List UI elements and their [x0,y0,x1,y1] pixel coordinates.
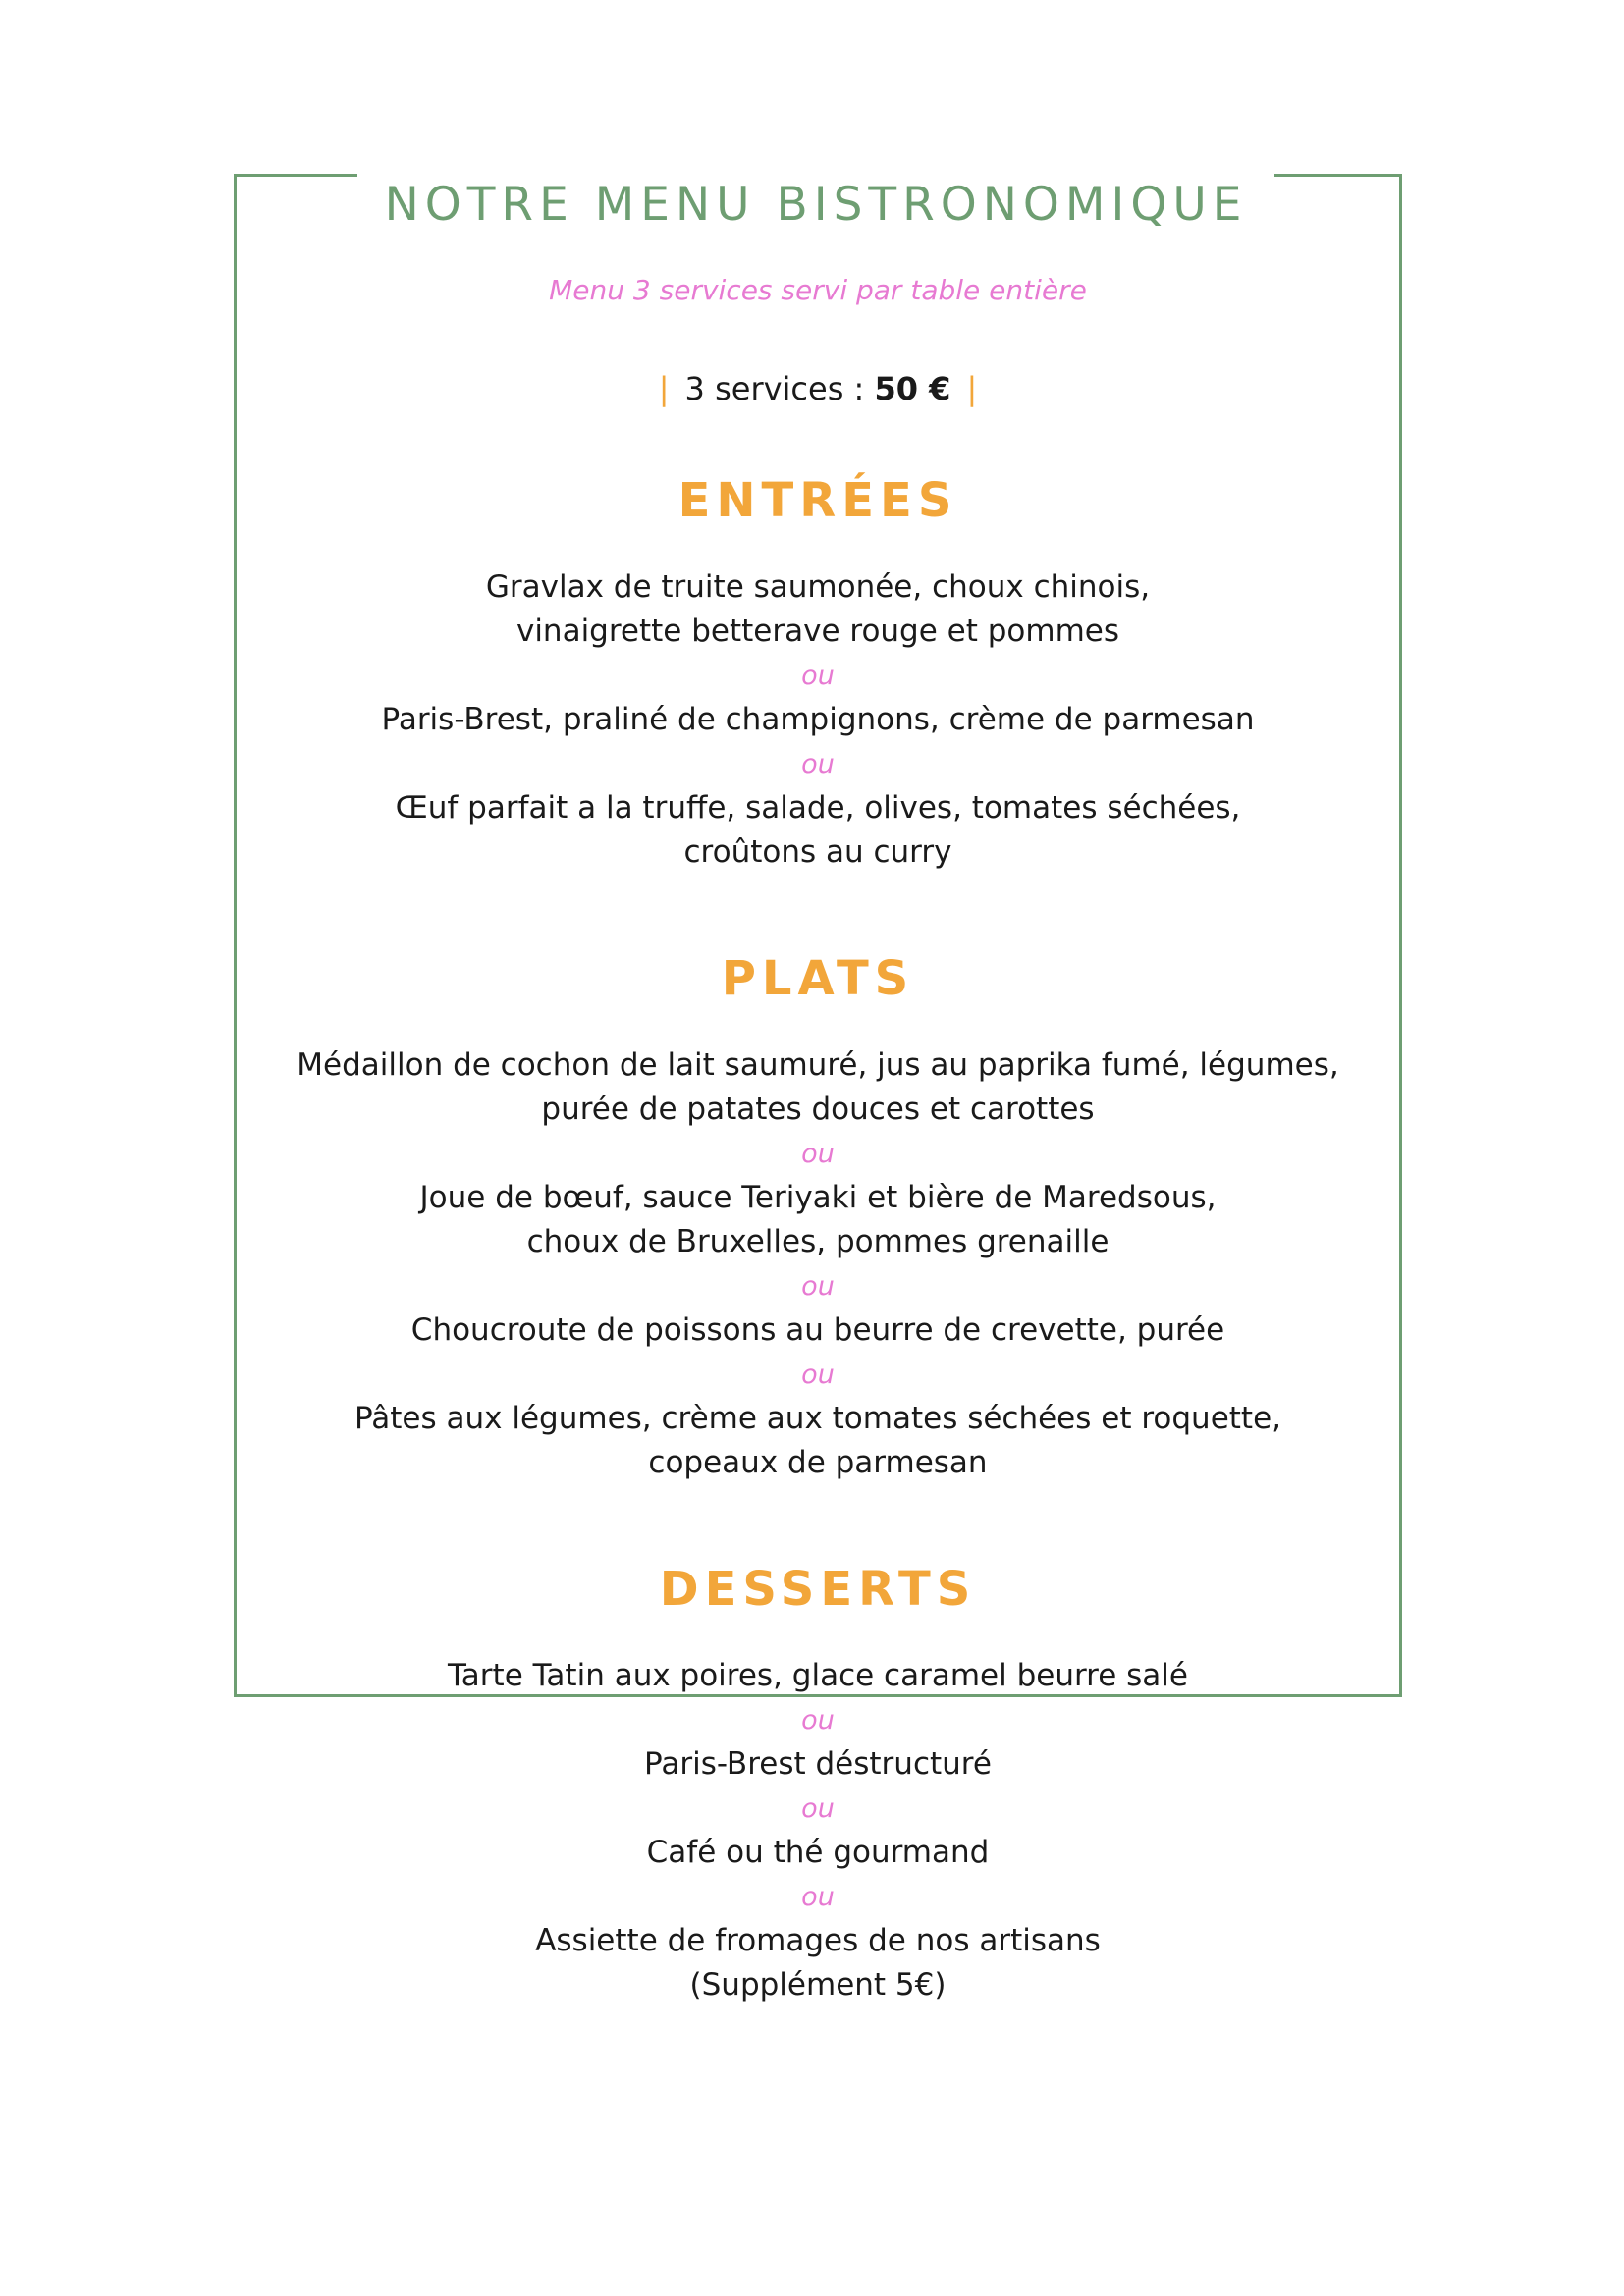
frame-top-left-line [234,174,357,177]
dish-item [234,1831,1402,1875]
section-title-desserts: DESSERTS [659,1562,977,1617]
menu-content [234,265,1402,2007]
dish-line: Paris-Brest déstructuré [644,1746,992,1782]
dish-line: Tarte Tatin aux poires, glace caramel beurre salé [448,1658,1188,1693]
dish-line: choux de Bruxelles, pommes grenaille [526,1224,1110,1259]
menu-subtitle: Menu 3 services servi par table entière [549,274,1087,306]
dish-line: Joue de bœuf, sauce Teriyaki et bière de Maredsous, [419,1180,1217,1215]
dish-item [234,1654,1402,1698]
or-separator: ou [801,1793,835,1824]
dish-line: vinaigrette betterave rouge et pommes [515,614,1120,649]
section-title-plats: PLATS [721,951,915,1006]
section-items-plats [234,1043,1402,1485]
dish-item [234,1397,1402,1485]
price-amount: 50 € [874,370,951,407]
dish-line: copeaux de parmesan [648,1445,988,1480]
or-separator: ou [801,749,835,779]
price-bar-right: | [966,370,978,407]
or-separator: ou [801,1360,835,1390]
dish-line: purée de patates douces et carottes [541,1092,1095,1127]
dish-line: Médaillon de cochon de lait saumuré, jus au paprika fumé, légumes, [297,1047,1339,1083]
dish-line: Œuf parfait a la truffe, salade, olives, tomates séchées, [395,790,1241,826]
or-separator: ou [801,1271,835,1302]
or-separator: ou [801,1139,835,1169]
dish-line: croûtons au curry [683,834,952,870]
or-separator: ou [801,1882,835,1912]
or-separator: ou [801,661,835,691]
or-separator: ou [801,1705,835,1735]
dish-line: Assiette de fromages de nos artisans [535,1923,1101,1958]
dish-line: Paris-Brest, praliné de champignons, crème de parmesan [381,702,1255,737]
dish-item [234,698,1402,742]
dish-item [234,565,1402,654]
price-label: 3 services : [684,370,875,407]
dish-item [234,1742,1402,1787]
section-title-entrees: ENTRÉES [677,473,958,528]
price-line [234,367,1402,410]
section-items-desserts [234,1654,1402,2007]
dish-line: (Supplément 5€) [689,1967,947,2002]
dish-item [234,1308,1402,1353]
section-items-entrees [234,565,1402,875]
menu-title: NOTRE MENU BISTRONOMIQUE [384,178,1248,233]
dish-item [234,786,1402,875]
dish-item [234,1919,1402,2007]
frame-top-right-line [1274,174,1402,177]
price-bar-left: | [658,370,670,407]
dish-item [234,1043,1402,1132]
dish-line: Pâtes aux légumes, crème aux tomates séchées et roquette, [353,1401,1282,1436]
dish-item [234,1176,1402,1264]
dish-line: Gravlax de truite saumonée, choux chinois, [485,569,1151,605]
dish-line: Café ou thé gourmand [646,1835,990,1870]
dish-line: Choucroute de poissons au beurre de crevette, purée [410,1312,1225,1348]
